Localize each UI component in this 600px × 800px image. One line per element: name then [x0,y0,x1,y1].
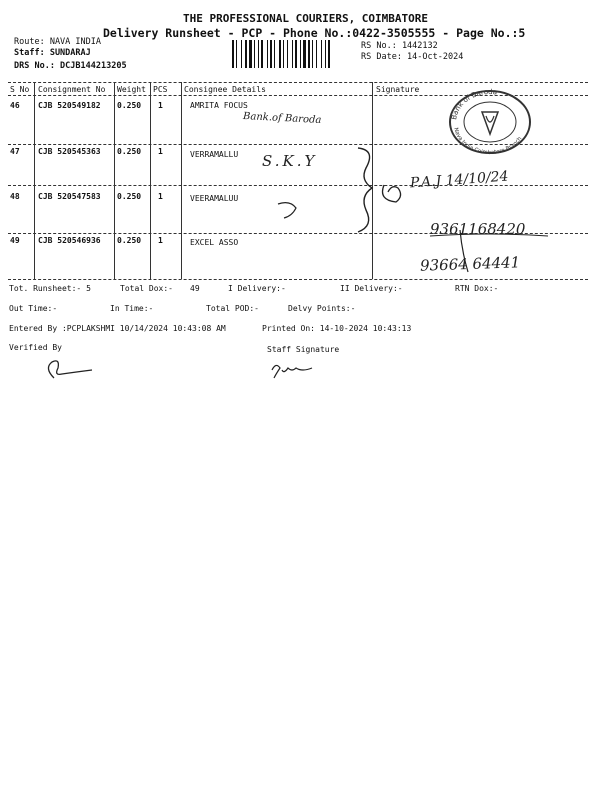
total-dox-label: Total Dox:- [120,284,173,293]
ii-delivery: II Delivery:- [340,284,403,293]
col-header-signature: Signature [376,85,420,94]
verified-by-label: Verified By [9,343,62,352]
svg-text:Bank of Baroda: Bank of Baroda [450,87,498,121]
rtn-dox: RTN Dox:- [455,284,499,293]
row-consignment: CJB 520546936 [38,236,101,245]
row-sno: 48 [10,192,20,201]
handwritten-receiver-note: P.A.J 14/10/24 [409,168,509,192]
i-delivery: I Delivery:- [228,284,286,293]
row-weight: 0.250 [117,147,142,156]
staff-signature-label: Staff Signature [267,345,340,354]
row-weight: 0.250 [117,192,142,201]
row-sno: 46 [10,101,20,110]
col-header-sno: S No [10,85,30,94]
col-header-weight: Weight [117,85,146,94]
col-header-consignee: Consignee Details [184,85,266,94]
tot-runsheet: Tot. Runsheet:- 5 [9,284,91,293]
col-header-consignment: Consignment No [38,85,106,94]
verifier-signature [40,358,100,384]
total-pod: Total POD:- [206,304,259,313]
in-time: In Time:- [110,304,154,313]
row-pcs: 1 [158,147,163,156]
row-consignment: CJB 520545363 [38,147,101,156]
row-consignment: CJB 520549182 [38,101,101,110]
staff-signature-mark [268,360,318,382]
company-title: THE PROFESSIONAL COURIERS, COIMBATORE [183,12,429,25]
printed-on: Printed On: 14-10-2024 10:43:13 [262,324,412,333]
row-consignee: AMRITA FOCUS [190,101,248,110]
delvy-points: Delvy Points:- [288,304,356,313]
row-consignee: VEERAMALUU [190,194,239,203]
row-sno: 47 [10,147,20,156]
staff-text: Staff: SUNDARAJ [14,48,91,58]
total-dox-value: 49 [190,284,200,293]
drs-number: DRS No.: DCJB144213205 [14,61,127,71]
handwritten-initials: S.K.Y [262,152,318,170]
row-pcs: 1 [158,192,163,201]
col-header-pcs: PCS [153,85,168,94]
row-consignment: CJB 520547583 [38,192,101,201]
row-weight: 0.250 [117,101,142,110]
row-weight: 0.250 [117,236,142,245]
rs-date: RS Date: 14-Oct-2024 [361,52,464,62]
bank-stamp [446,86,534,157]
handwritten-phone-2: 93664 64441 [419,253,521,275]
handwritten-bank-name: Bank.of Baroda [242,110,322,127]
row-pcs: 1 [158,101,163,110]
row-consignee: EXCEL ASSO [190,238,239,247]
handwritten-phone-1: 9361168420 [430,220,526,238]
row-sno: 49 [10,236,20,245]
row-pcs: 1 [158,236,163,245]
route-text: Route: NAVA INDIA [14,37,101,47]
out-time: Out Time:- [9,304,58,313]
rs-number: RS No.: 1442132 [361,41,438,51]
row-consignee: VERRAMALLU [190,150,239,159]
entered-by: Entered By :PCPLAKSHMI 10/14/2024 10:43:08 AM [9,324,226,333]
svg-text:Nava India Coimbatore Branch: Nava India Coimbatore Branch [452,127,524,157]
runsheet-subtitle: Delivery Runsheet - PCP - Phone No.:0422-3505555 - Page No.:5 [103,26,526,40]
